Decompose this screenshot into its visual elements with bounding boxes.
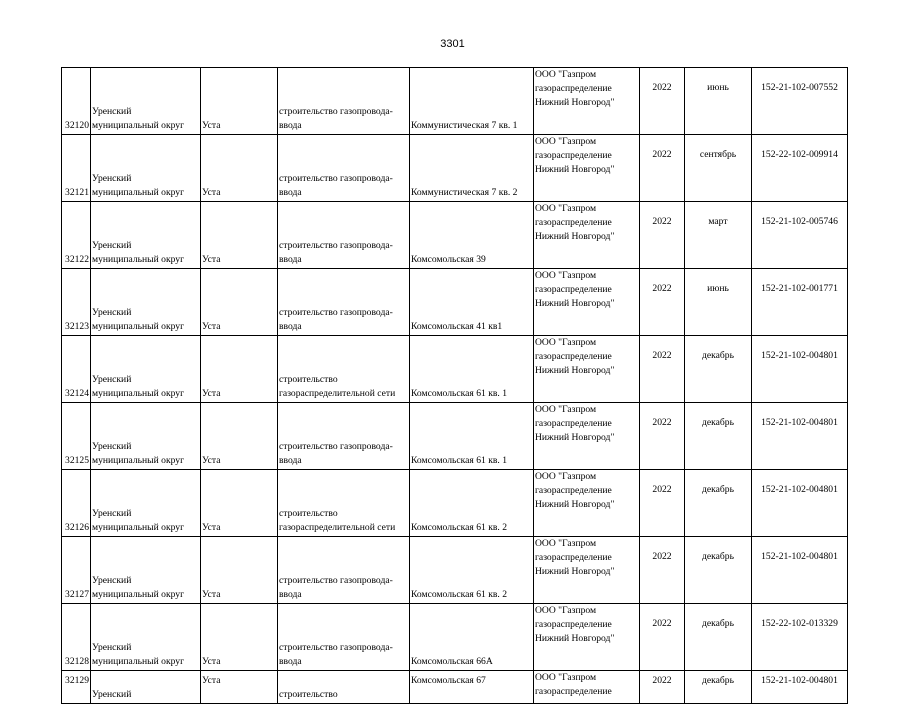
- organization-cell: [534, 336, 640, 403]
- month-cell: [685, 604, 752, 671]
- year-cell: [640, 202, 685, 269]
- year-cell-line: 2022: [652, 417, 672, 428]
- organization-cell-line: газораспределение: [535, 418, 612, 429]
- municipality-cell-line: муниципальный округ: [92, 388, 185, 399]
- work-type-cell-line: газораспределительной сети: [279, 388, 396, 399]
- year-cell-line: 2022: [652, 82, 672, 93]
- month-cell: [685, 202, 752, 269]
- year-cell-line: 2022: [652, 618, 672, 629]
- address-cell: [410, 671, 534, 704]
- municipality-cell: [91, 671, 201, 704]
- organization-cell-line: газораспределение: [535, 552, 612, 563]
- locality-cell-line: Уста: [202, 455, 221, 466]
- row-number: [62, 537, 91, 604]
- registry-table: [61, 67, 848, 704]
- year-cell: [640, 135, 685, 202]
- work-type-cell-line: ввода: [279, 120, 302, 131]
- municipality-cell: [91, 403, 201, 470]
- organization-cell-line: газораспределение: [535, 686, 612, 697]
- locality-cell-line: Уста: [202, 656, 221, 667]
- code-cell: [752, 202, 848, 269]
- row-number: [62, 470, 91, 537]
- locality-cell-line: Уста: [202, 321, 221, 332]
- municipality-cell: [91, 537, 201, 604]
- row-number-line: 32123: [65, 321, 89, 332]
- work-type-cell: [278, 604, 410, 671]
- address-cell: [410, 269, 534, 336]
- municipality-cell-line: Уренский: [92, 575, 132, 586]
- locality-cell-line: Уста: [202, 120, 221, 131]
- month-cell-line: декабрь: [702, 675, 734, 686]
- year-cell-line: 2022: [652, 675, 672, 686]
- month-cell: [685, 135, 752, 202]
- table-row: [62, 336, 848, 403]
- organization-cell-line: Нижний Новгород": [535, 566, 615, 577]
- locality-cell: [201, 403, 278, 470]
- organization-cell-line: газораспределение: [535, 83, 612, 94]
- code-cell: [752, 403, 848, 470]
- work-type-cell: [278, 537, 410, 604]
- work-type-cell-line: строительство: [279, 374, 338, 385]
- organization-cell-line: газораспределение: [535, 217, 612, 228]
- code-cell: [752, 671, 848, 704]
- locality-cell: [201, 68, 278, 135]
- year-cell: [640, 470, 685, 537]
- work-type-cell-line: ввода: [279, 254, 302, 265]
- locality-cell: [201, 671, 278, 704]
- code-cell-line: 152-21-102-004801: [761, 551, 838, 562]
- address-cell: [410, 604, 534, 671]
- work-type-cell: [278, 135, 410, 202]
- work-type-cell-line: ввода: [279, 455, 302, 466]
- month-cell-line: июнь: [707, 82, 729, 93]
- work-type-cell-line: ввода: [279, 321, 302, 332]
- municipality-cell: [91, 604, 201, 671]
- organization-cell-line: Нижний Новгород": [535, 633, 615, 644]
- municipality-cell: [91, 135, 201, 202]
- year-cell: [640, 604, 685, 671]
- year-cell-line: 2022: [652, 484, 672, 495]
- address-cell-line: Комсомольская 39: [411, 254, 486, 265]
- organization-cell-line: газораспределение: [535, 351, 612, 362]
- organization-cell: [534, 269, 640, 336]
- work-type-cell: [278, 202, 410, 269]
- month-cell: [685, 403, 752, 470]
- month-cell: [685, 470, 752, 537]
- code-cell-line: 152-21-102-004801: [761, 350, 838, 361]
- year-cell-line: 2022: [652, 551, 672, 562]
- address-cell-line: Комсомольская 61 кв. 1: [411, 388, 508, 399]
- work-type-cell: [278, 403, 410, 470]
- municipality-cell-line: муниципальный округ: [92, 589, 185, 600]
- address-cell-line: Коммунистическая 7 кв. 1: [411, 120, 518, 131]
- address-cell: [410, 537, 534, 604]
- code-cell: [752, 336, 848, 403]
- code-cell-line: 152-21-102-004801: [761, 417, 838, 428]
- work-type-cell-line: строительство газопровода-: [279, 173, 393, 184]
- organization-cell-line: ООО "Газпром: [535, 203, 597, 214]
- row-number: [62, 269, 91, 336]
- code-cell-line: 152-21-102-007552: [761, 82, 838, 93]
- work-type-cell: [278, 470, 410, 537]
- table-row: [62, 671, 848, 704]
- work-type-cell-line: строительство: [279, 508, 338, 519]
- month-cell: [685, 269, 752, 336]
- organization-cell: [534, 671, 640, 704]
- municipality-cell-line: муниципальный округ: [92, 455, 185, 466]
- municipality-cell: [91, 470, 201, 537]
- address-cell-line: Комсомольская 61 кв. 2: [411, 589, 508, 600]
- code-cell: [752, 68, 848, 135]
- address-cell-line: Комсомольская 61 кв. 1: [411, 455, 508, 466]
- year-cell: [640, 336, 685, 403]
- municipality-cell-line: муниципальный округ: [92, 187, 185, 198]
- locality-cell-line: Уста: [202, 675, 221, 686]
- organization-cell-line: газораспределение: [535, 284, 612, 295]
- month-cell-line: июнь: [707, 283, 729, 294]
- organization-cell-line: ООО "Газпром: [535, 605, 597, 616]
- address-cell: [410, 135, 534, 202]
- work-type-cell-line: строительство газопровода-: [279, 441, 393, 452]
- organization-cell: [534, 202, 640, 269]
- year-cell: [640, 269, 685, 336]
- organization-cell: [534, 470, 640, 537]
- month-cell: [685, 68, 752, 135]
- municipality-cell-line: Уренский: [92, 240, 132, 251]
- table-row: [62, 537, 848, 604]
- row-number: [62, 202, 91, 269]
- organization-cell-line: ООО "Газпром: [535, 538, 597, 549]
- organization-cell-line: газораспределение: [535, 619, 612, 630]
- row-number-line: 32129: [65, 675, 89, 686]
- locality-cell-line: Уста: [202, 589, 221, 600]
- organization-cell-line: ООО "Газпром: [535, 270, 597, 281]
- locality-cell: [201, 470, 278, 537]
- locality-cell-line: Уста: [202, 522, 221, 533]
- table-row: [62, 202, 848, 269]
- municipality-cell-line: муниципальный округ: [92, 656, 185, 667]
- locality-cell: [201, 336, 278, 403]
- row-number-line: 32128: [65, 656, 89, 667]
- organization-cell-line: ООО "Газпром: [535, 136, 597, 147]
- row-number: [62, 403, 91, 470]
- code-cell-line: 152-21-102-004801: [761, 675, 838, 686]
- row-number-line: 32120: [65, 120, 89, 131]
- month-cell: [685, 537, 752, 604]
- table-row: [62, 470, 848, 537]
- organization-cell-line: газораспределение: [535, 150, 612, 161]
- year-cell-line: 2022: [652, 283, 672, 294]
- locality-cell-line: Уста: [202, 388, 221, 399]
- work-type-cell-line: строительство газопровода-: [279, 240, 393, 251]
- locality-cell: [201, 604, 278, 671]
- row-number-line: 32126: [65, 522, 89, 533]
- organization-cell: [534, 135, 640, 202]
- table-row: [62, 403, 848, 470]
- table-row: [62, 269, 848, 336]
- address-cell-line: Комсомольская 66А: [411, 656, 493, 667]
- row-number: [62, 135, 91, 202]
- month-cell: [685, 336, 752, 403]
- code-cell-line: 152-21-102-005746: [761, 216, 838, 227]
- organization-cell-line: ООО "Газпром: [535, 471, 597, 482]
- code-cell-line: 152-22-102-013329: [761, 618, 838, 629]
- month-cell-line: декабрь: [702, 350, 734, 361]
- municipality-cell-line: Уренский: [92, 642, 132, 653]
- municipality-cell-line: муниципальный округ: [92, 254, 185, 265]
- code-cell-line: 152-21-102-004801: [761, 484, 838, 495]
- row-number-line: 32124: [65, 388, 89, 399]
- organization-cell-line: ООО "Газпром: [535, 69, 597, 80]
- municipality-cell-line: муниципальный округ: [92, 522, 185, 533]
- work-type-cell-line: строительство: [279, 689, 338, 700]
- work-type-cell: [278, 671, 410, 704]
- municipality-cell-line: Уренский: [92, 307, 132, 318]
- work-type-cell: [278, 68, 410, 135]
- municipality-cell-line: Уренский: [92, 173, 132, 184]
- address-cell: [410, 470, 534, 537]
- row-number-line: 32121: [65, 187, 89, 198]
- organization-cell-line: Нижний Новгород": [535, 97, 615, 108]
- organization-cell-line: ООО "Газпром: [535, 337, 597, 348]
- organization-cell-line: Нижний Новгород": [535, 432, 615, 443]
- organization-cell-line: Нижний Новгород": [535, 365, 615, 376]
- month-cell-line: сентябрь: [699, 149, 737, 160]
- row-number: [62, 68, 91, 135]
- month-cell-line: декабрь: [702, 417, 734, 428]
- organization-cell-line: газораспределение: [535, 485, 612, 496]
- organization-cell: [534, 537, 640, 604]
- organization-cell: [534, 403, 640, 470]
- work-type-cell-line: ввода: [279, 589, 302, 600]
- work-type-cell-line: ввода: [279, 187, 302, 198]
- month-cell-line: декабрь: [702, 551, 734, 562]
- municipality-cell-line: муниципальный округ: [92, 321, 185, 332]
- address-cell-line: Комсомольская 41 кв1: [411, 321, 503, 332]
- municipality-cell: [91, 68, 201, 135]
- code-cell-line: 152-21-102-001771: [761, 283, 838, 294]
- work-type-cell: [278, 269, 410, 336]
- locality-cell: [201, 202, 278, 269]
- work-type-cell-line: ввода: [279, 656, 302, 667]
- row-number: [62, 671, 91, 704]
- organization-cell-line: ООО "Газпром: [535, 404, 597, 415]
- locality-cell: [201, 537, 278, 604]
- organization-cell: [534, 604, 640, 671]
- work-type-cell-line: строительство газопровода-: [279, 642, 393, 653]
- row-number-line: 32127: [65, 589, 89, 600]
- address-cell: [410, 202, 534, 269]
- organization-cell-line: Нижний Новгород": [535, 164, 615, 175]
- row-number-line: 32125: [65, 455, 89, 466]
- month-cell-line: декабрь: [702, 484, 734, 495]
- municipality-cell-line: муниципальный округ: [92, 120, 185, 131]
- year-cell: [640, 403, 685, 470]
- year-cell: [640, 671, 685, 704]
- work-type-cell-line: строительство газопровода-: [279, 307, 393, 318]
- municipality-cell: [91, 336, 201, 403]
- month-cell-line: март: [708, 216, 728, 227]
- locality-cell-line: Уста: [202, 187, 221, 198]
- table-row: [62, 68, 848, 135]
- year-cell-line: 2022: [652, 216, 672, 227]
- row-number: [62, 336, 91, 403]
- month-cell-line: декабрь: [702, 618, 734, 629]
- year-cell: [640, 68, 685, 135]
- year-cell: [640, 537, 685, 604]
- table-row: [62, 604, 848, 671]
- table-row: [62, 135, 848, 202]
- locality-cell: [201, 135, 278, 202]
- municipality-cell-line: Уренский: [92, 441, 132, 452]
- work-type-cell-line: строительство газопровода-: [279, 106, 393, 117]
- code-cell: [752, 470, 848, 537]
- organization-cell-line: Нижний Новгород": [535, 499, 615, 510]
- address-cell: [410, 403, 534, 470]
- code-cell: [752, 135, 848, 202]
- year-cell-line: 2022: [652, 149, 672, 160]
- organization-cell-line: ООО "Газпром: [535, 672, 597, 683]
- row-number-line: 32122: [65, 254, 89, 265]
- year-cell-line: 2022: [652, 350, 672, 361]
- work-type-cell: [278, 336, 410, 403]
- address-cell-line: Комсомольская 67: [411, 675, 486, 686]
- municipality-cell-line: Уренский: [92, 374, 132, 385]
- page-number: 3301: [440, 38, 465, 50]
- municipality-cell-line: Уренский: [92, 689, 132, 700]
- work-type-cell-line: строительство газопровода-: [279, 575, 393, 586]
- address-cell-line: Коммунистическая 7 кв. 2: [411, 187, 518, 198]
- municipality-cell: [91, 269, 201, 336]
- address-cell: [410, 336, 534, 403]
- code-cell: [752, 604, 848, 671]
- work-type-cell-line: газораспределительной сети: [279, 522, 396, 533]
- code-cell: [752, 269, 848, 336]
- municipality-cell-line: Уренский: [92, 508, 132, 519]
- row-number: [62, 604, 91, 671]
- locality-cell: [201, 269, 278, 336]
- code-cell-line: 152-22-102-009914: [761, 149, 838, 160]
- month-cell: [685, 671, 752, 704]
- municipality-cell: [91, 202, 201, 269]
- code-cell: [752, 537, 848, 604]
- locality-cell-line: Уста: [202, 254, 221, 265]
- organization-cell-line: Нижний Новгород": [535, 231, 615, 242]
- address-cell-line: Комсомольская 61 кв. 2: [411, 522, 508, 533]
- address-cell: [410, 68, 534, 135]
- municipality-cell-line: Уренский: [92, 106, 132, 117]
- organization-cell: [534, 68, 640, 135]
- organization-cell-line: Нижний Новгород": [535, 298, 615, 309]
